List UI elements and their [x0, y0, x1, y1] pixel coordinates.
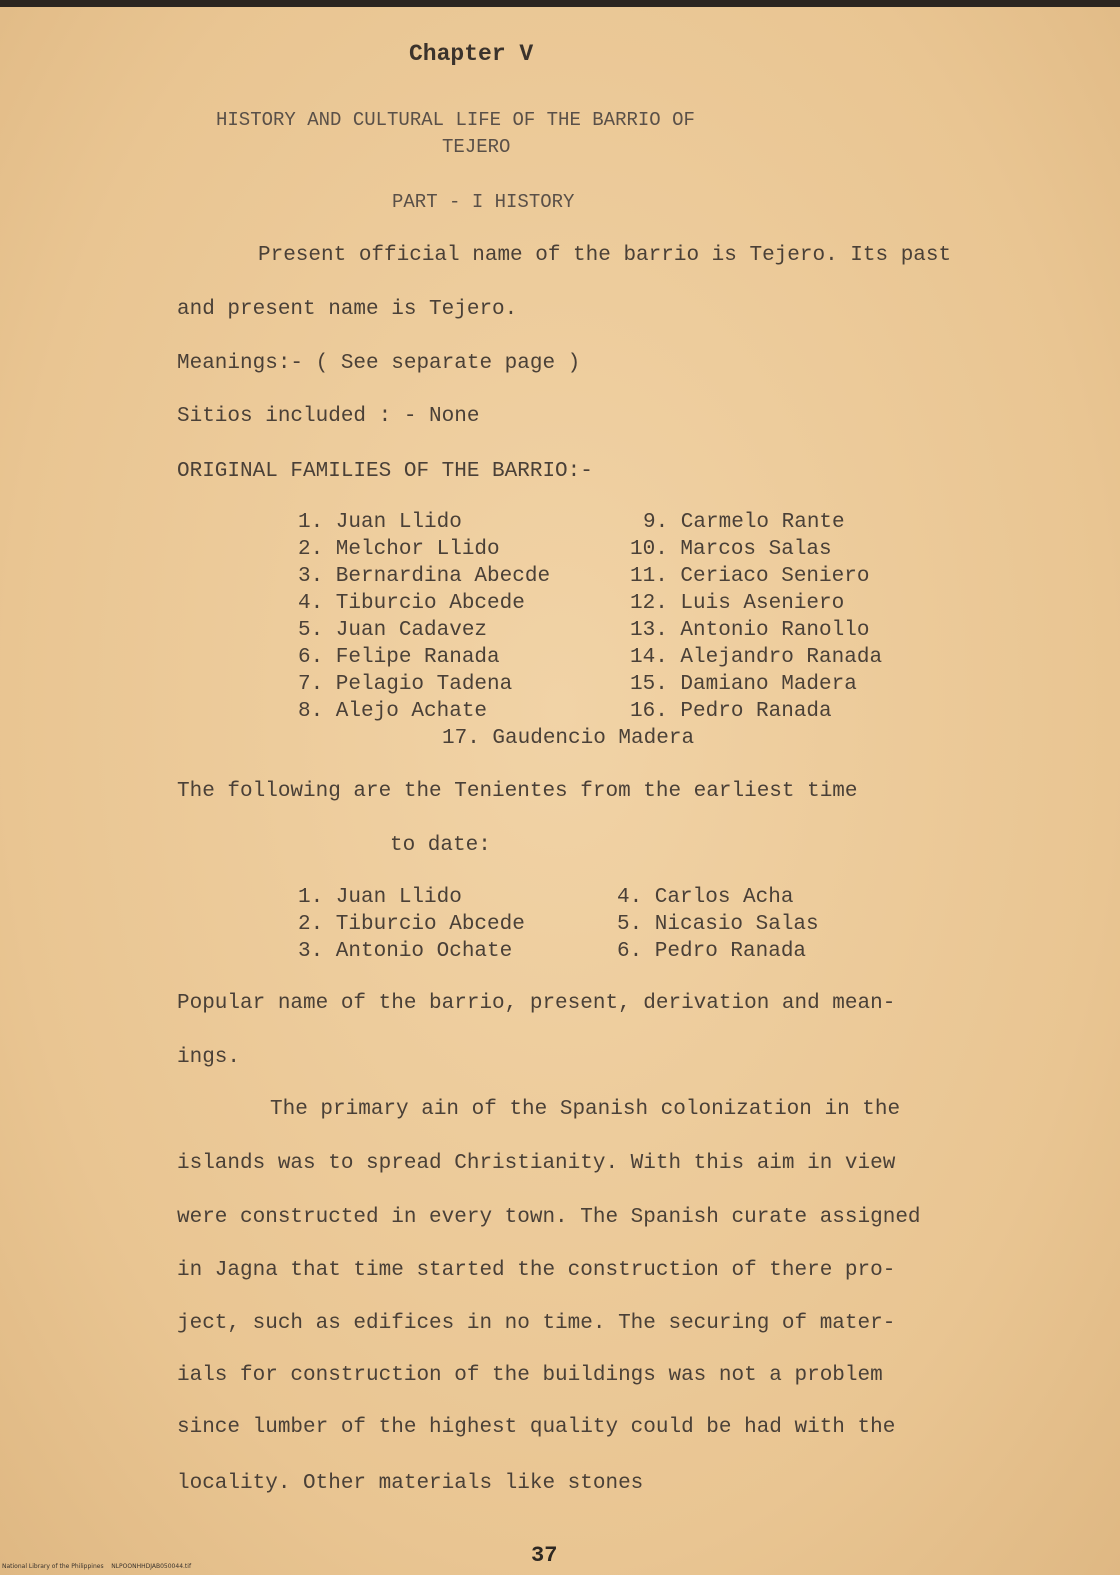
- families-heading: ORIGINAL FAMILIES OF THE BARRIO:-: [177, 460, 593, 483]
- list-item: 3. Bernardina Abecde: [298, 565, 551, 588]
- popular-name-line-1: Popular name of the barrio, present, derivation and mean-: [177, 992, 896, 1015]
- scan-footer-label: National Library of the Philippines NLPOONHHDJAB050044.tif: [2, 1563, 192, 1570]
- list-item: 7. Pelagio Tadena: [298, 673, 513, 696]
- chapter-heading: Chapter V: [409, 41, 534, 67]
- part-heading: PART - I HISTORY: [392, 191, 575, 213]
- list-item: 9. Carmelo Rante: [643, 511, 845, 534]
- paragraph-line: since lumber of the highest quality could be had with the: [177, 1416, 896, 1439]
- list-item: 12. Luis Aseniero: [630, 592, 845, 615]
- list-item: 5. Juan Cadavez: [298, 619, 488, 642]
- paragraph-line: The primary ain of the Spanish colonization in the: [270, 1098, 901, 1121]
- title-line-1: HISTORY AND CULTURAL LIFE OF THE BARRIO OF: [216, 109, 695, 131]
- intro-line-1: Present official name of the barrio is Tejero. Its past: [258, 244, 952, 267]
- list-item: 11. Ceriaco Seniero: [630, 565, 870, 588]
- page-number: 37: [531, 1543, 558, 1568]
- list-item: 1. Juan Llido: [298, 511, 462, 534]
- list-item: 16. Pedro Ranada: [630, 700, 832, 723]
- list-item: 6. Felipe Ranada: [298, 646, 500, 669]
- tenientes-intro-1: The following are the Tenientes from the earliest time: [177, 780, 858, 803]
- paragraph-line: ject, such as edifices in no time. The securing of mater-: [177, 1312, 896, 1335]
- intro-line-2: and present name is Tejero.: [177, 298, 518, 321]
- scan-top-edge: [0, 0, 1120, 7]
- paragraph-line: islands was to spread Christianity. With this aim in view: [177, 1152, 896, 1175]
- paragraph-line: ials for construction of the buildings was not a problem: [177, 1364, 883, 1387]
- popular-name-line-2: ings.: [177, 1046, 241, 1069]
- list-item: 8. Alejo Achate: [298, 700, 488, 723]
- list-item: 6. Pedro Ranada: [617, 940, 807, 963]
- list-item: 13. Antonio Ranollo: [630, 619, 870, 642]
- list-item: 10. Marcos Salas: [630, 538, 832, 561]
- list-item: 5. Nicasio Salas: [617, 913, 819, 936]
- list-item: 2. Tiburcio Abcede: [298, 913, 525, 936]
- paragraph-line: were constructed in every town. The Spanish curate assigned: [177, 1206, 921, 1229]
- sitios-line: Sitios included : - None: [177, 405, 480, 428]
- list-item: 2. Melchor Llido: [298, 538, 500, 561]
- list-item: 4. Carlos Acha: [617, 886, 794, 909]
- list-item: 1. Juan Llido: [298, 886, 462, 909]
- list-item: 14. Alejandro Ranada: [630, 646, 883, 669]
- tenientes-intro-2: to date:: [390, 834, 491, 857]
- list-item: 15. Damiano Madera: [630, 673, 857, 696]
- paragraph-line: in Jagna that time started the construction of there pro-: [177, 1259, 896, 1282]
- meanings-line: Meanings:- ( See separate page ): [177, 352, 581, 375]
- title-line-2: TEJERO: [442, 136, 511, 158]
- families-last-item: 17. Gaudencio Madera: [442, 727, 695, 750]
- paragraph-line: locality. Other materials like stones: [177, 1472, 644, 1495]
- list-item: 4. Tiburcio Abcede: [298, 592, 525, 615]
- list-item: 3. Antonio Ochate: [298, 940, 513, 963]
